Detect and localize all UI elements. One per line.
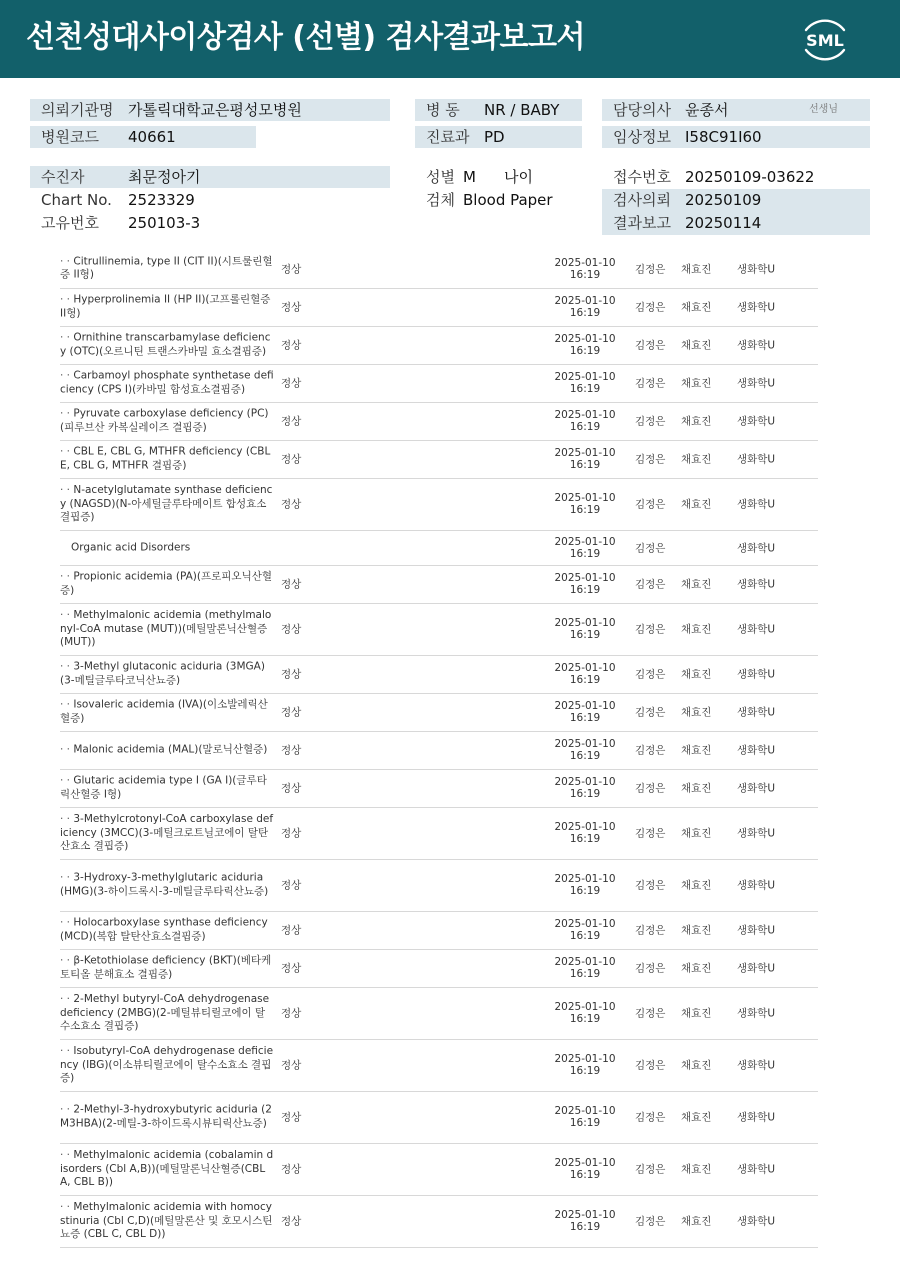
result-value: 정상 [281, 1059, 302, 1072]
table-row [60, 731, 818, 770]
institution-field [30, 99, 390, 121]
test-name-text: 2-Methyl-3-hydroxybutyric aciduria (2M3HBA)(2-메틸-3-하이드록시뷰티릭산뇨증) [60, 1103, 272, 1129]
lab-department: 생화학U [737, 415, 776, 428]
table-row [60, 1195, 818, 1248]
result-date: 2025-01-10 [554, 256, 616, 269]
result-datetime [540, 873, 630, 897]
result-value: 정상 [281, 962, 302, 975]
result-value: 정상 [281, 377, 302, 390]
indent-marker: · · [60, 871, 74, 884]
indent-marker: · · [60, 660, 74, 673]
indent-marker: · · [60, 1103, 74, 1116]
result-value: 정상 [281, 263, 302, 275]
result-value: 정상 [281, 827, 302, 840]
test-name [60, 609, 274, 650]
result-value: 정상 [281, 1163, 302, 1176]
table-row [60, 530, 818, 566]
lab-department: 생화학U [737, 1007, 776, 1020]
result-value: 정상 [281, 706, 302, 719]
report-title: 선천성대사이상검사 (선별) 검사결과보고서 [26, 20, 585, 55]
indent-marker: · · [60, 954, 74, 967]
reviewer-name: 채효진 [681, 1007, 712, 1020]
reviewer-name: 채효진 [681, 1215, 712, 1228]
table-row [60, 807, 818, 860]
test-name-text: 2-Methyl butyryl-CoA dehydrogenase deficiency (2MBG)(2-메틸뷰티릴코에이 탈수소효소 결핍증) [60, 992, 270, 1032]
doctor-label: 담당의사 [613, 101, 671, 119]
result-time: 16:19 [569, 547, 601, 560]
reviewer-name: 채효진 [681, 744, 712, 757]
table-row [60, 440, 818, 479]
indent-marker: · · [60, 483, 74, 496]
tester-name: 김정은 [635, 827, 666, 840]
result-datetime [540, 1157, 630, 1181]
lab-department: 생화학U [737, 668, 776, 681]
result-date: 2025-01-10 [554, 409, 616, 421]
result-time: 16:19 [569, 504, 601, 516]
table-row [60, 603, 818, 656]
sex-value: M [463, 168, 476, 186]
result-value: 정상 [281, 578, 302, 591]
test-name-text: 3-Methylcrotonyl-CoA carboxylase deficiency (3MCC)(3-메틸크로트닐코에이 탈탄산효소 결핍증) [60, 812, 274, 852]
test-name-text: Pyruvate carboxylase deficiency (PC)(피루브산 카복실레이즈 결핍증) [60, 407, 269, 433]
result-date: 2025-01-10 [554, 738, 616, 750]
clinical-info-value: I58C91I60 [685, 128, 762, 146]
table-row [60, 1039, 818, 1092]
result-time: 16:19 [569, 383, 601, 395]
test-name [60, 255, 274, 282]
result-date: 2025-01-10 [554, 295, 616, 307]
result-date: 2025-01-10 [554, 1053, 616, 1065]
result-value: 정상 [281, 782, 302, 795]
specimen-label: 검체 [426, 191, 455, 209]
result-date: 2025-01-10 [554, 371, 616, 383]
table-row [60, 1091, 818, 1144]
result-datetime [540, 409, 630, 433]
table-row [60, 911, 818, 950]
result-datetime [540, 492, 630, 516]
sex-age-field [415, 166, 585, 188]
lab-department: 생화학U [737, 339, 776, 352]
lab-department: 생화학U [737, 301, 776, 314]
lab-department: 생화학U [737, 1059, 776, 1072]
indent-marker: · · [60, 698, 74, 711]
table-row [60, 859, 818, 912]
reviewer-name: 채효진 [681, 706, 712, 719]
test-name [60, 294, 274, 321]
tester-name: 김정은 [635, 301, 666, 314]
age-label: 나이 [504, 168, 533, 186]
test-name [60, 1201, 274, 1242]
table-row [60, 478, 818, 531]
result-date: 2025-01-10 [554, 1001, 616, 1013]
result-value: 정상 [281, 668, 302, 681]
result-date: 2025-01-10 [554, 572, 616, 584]
result-time: 16:19 [569, 459, 601, 471]
lab-department: 생화학U [737, 623, 776, 636]
reviewer-name: 채효진 [681, 668, 712, 681]
lab-department: 생화학U [737, 1215, 776, 1228]
test-name-text: Carbamoyl phosphate synthetase deficiency (CPS I)(카바밀 합성효소결핍증) [60, 369, 274, 395]
result-value: 정상 [281, 301, 302, 314]
lab-department: 생화학U [737, 924, 776, 937]
receipt-no-field [602, 166, 870, 188]
result-time: 16:19 [569, 345, 601, 357]
result-time: 16:19 [569, 1169, 601, 1181]
result-datetime [540, 738, 630, 762]
clinical-info-label: 임상정보 [613, 128, 671, 146]
table-row [60, 565, 818, 604]
indent-marker: · · [60, 1044, 74, 1057]
test-name-text: Isobutyryl-CoA dehydrogenase deficiency (IBG)(이소뷰티릴코에이 탈수소효소 결핍증) [60, 1044, 274, 1084]
result-date: 2025-01-10 [554, 918, 616, 930]
lab-department: 생화학U [737, 782, 776, 795]
result-value: 정상 [281, 415, 302, 428]
tester-name: 김정은 [635, 668, 666, 681]
result-date: 2025-01-10 [554, 333, 616, 345]
table-row [60, 693, 818, 732]
tester-name: 김정은 [635, 924, 666, 937]
chart-no-field [30, 189, 390, 211]
result-date: 2025-01-10 [554, 1157, 616, 1169]
request-date-field [602, 189, 870, 211]
indent-marker: · · [60, 774, 74, 787]
test-name [60, 1045, 274, 1086]
tester-name: 김정은 [635, 962, 666, 975]
tester-name: 김정은 [635, 623, 666, 636]
result-time: 16:19 [569, 629, 601, 641]
result-time: 16:19 [569, 833, 601, 845]
result-datetime [540, 572, 630, 596]
hospital-code-value: 40661 [128, 128, 176, 146]
indent-marker: · · [60, 369, 74, 382]
sex-label: 성별 [426, 168, 455, 186]
test-name-text: Propionic acidemia (PA)(프로피오닉산혈증) [60, 570, 273, 596]
test-name-text: Ornithine transcarbamylase deficiency (OTC)(오르니틴 트랜스카바밀 효소결핍증) [60, 331, 271, 357]
result-value: 정상 [281, 879, 302, 892]
reviewer-name: 채효진 [681, 879, 712, 892]
result-date: 2025-01-10 [554, 873, 616, 885]
indent-marker: · · [60, 570, 74, 583]
tester-name: 김정은 [635, 415, 666, 428]
result-datetime [540, 821, 630, 845]
result-value: 정상 [281, 453, 302, 466]
ward-value: NR / BABY [484, 101, 560, 119]
test-name [60, 743, 274, 757]
receipt-no-value: 20250109-03622 [685, 168, 815, 186]
result-date: 2025-01-10 [554, 617, 616, 629]
lab-department: 생화학U [737, 879, 776, 892]
indent-marker: · · [60, 992, 74, 1005]
result-datetime [540, 956, 630, 980]
test-name-text: Methylmalonic acidemia with homocystinuria (Cbl C,D)(메틸말론산 및 호모시스틴뇨증 (CBL C, CBL D)) [60, 1200, 273, 1240]
reviewer-name: 채효진 [681, 578, 712, 591]
tester-name: 김정은 [635, 1059, 666, 1072]
tester-name: 김정은 [635, 339, 666, 352]
test-name [60, 813, 274, 854]
test-name [60, 1149, 274, 1190]
result-datetime [540, 371, 630, 395]
test-name [60, 571, 274, 598]
indent-marker: · · [60, 812, 74, 825]
test-name-text: Organic acid Disorders [71, 540, 191, 553]
tester-name: 김정은 [635, 744, 666, 757]
test-name [60, 370, 274, 397]
test-name-text: Citrullinemia, type II (CIT II)(시트룰린혈증 II형) [60, 255, 273, 281]
result-time: 16:19 [569, 584, 601, 596]
test-name-text: 3-Hydroxy-3-methylglutaric aciduria (HMG)(3-하이드록시-3-메틸글루타릭산뇨증) [60, 871, 269, 897]
reviewer-name: 채효진 [681, 924, 712, 937]
lab-department: 생화학U [737, 706, 776, 719]
department-field [415, 126, 582, 148]
result-date: 2025-01-10 [554, 1209, 616, 1221]
result-time: 16:19 [569, 1013, 601, 1025]
result-date: 2025-01-10 [554, 447, 616, 459]
test-name-text: N-acetylglutamate synthase deficiency (NAGSD)(N-아세틸글루타메이트 합성효소 결핍증) [60, 483, 273, 523]
result-datetime [540, 257, 630, 281]
result-time: 16:19 [569, 930, 601, 942]
test-name-text: Methylmalonic acidemia (cobalamin disorders (Cbl A,B))(메틸말론닉산혈증(CBL A, CBL B)) [60, 1148, 274, 1188]
reviewer-name: 채효진 [681, 623, 712, 636]
result-date: 2025-01-10 [554, 956, 616, 968]
reviewer-name: 채효진 [681, 782, 712, 795]
table-row [60, 949, 818, 988]
test-name [60, 484, 274, 525]
table-row [60, 249, 818, 289]
test-name-text: Methylmalonic acidemia (methylmalonyl-CoA mutase (MUT))(메틸말론닉산혈증 (MUT)) [60, 608, 272, 648]
hospital-code-label: 병원코드 [41, 128, 99, 146]
result-value: 정상 [281, 1215, 302, 1228]
indent-marker: · · [60, 608, 74, 621]
table-row [60, 1143, 818, 1196]
test-name-text: Isovaleric acidemia (IVA)(이소발레릭산혈증) [60, 698, 268, 724]
tester-name: 김정은 [635, 453, 666, 466]
test-name [60, 446, 274, 473]
reviewer-name: 채효진 [681, 263, 712, 275]
test-name-text: Malonic acidemia (MAL)(말로닉산혈증) [73, 743, 268, 756]
result-date: 2025-01-10 [554, 535, 616, 548]
test-name [60, 993, 274, 1034]
lab-department: 생화학U [737, 542, 776, 554]
reviewer-name: 채효진 [681, 339, 712, 352]
test-name-text: 3-Methyl glutaconic aciduria (3MGA)(3-메틸글루타코닉산뇨증) [60, 660, 265, 686]
test-name [60, 661, 274, 688]
reviewer-name: 채효진 [681, 377, 712, 390]
tester-name: 김정은 [635, 578, 666, 591]
result-date: 2025-01-10 [554, 700, 616, 712]
test-name [60, 775, 274, 802]
lab-department: 생화학U [737, 827, 776, 840]
institution-label: 의뢰기관명 [41, 101, 114, 119]
tester-name: 김정은 [635, 782, 666, 795]
test-name [60, 917, 274, 944]
result-datetime [540, 662, 630, 686]
lab-department: 생화학U [737, 578, 776, 591]
result-value: 정상 [281, 623, 302, 636]
patient-label: 수진자 [41, 168, 85, 186]
patient-value: 최문정아기 [128, 168, 201, 186]
result-datetime [540, 1209, 630, 1233]
title-banner [0, 0, 900, 78]
test-name-text: Hyperprolinemia II (HP II)(고프롤린혈증 II형) [60, 293, 271, 319]
result-time: 16:19 [569, 674, 601, 686]
indent-marker: · · [60, 916, 74, 929]
result-datetime [540, 447, 630, 471]
result-date: 2025-01-10 [554, 1105, 616, 1117]
tester-name: 김정은 [635, 1111, 666, 1124]
chart-no-label: Chart No. [41, 191, 112, 209]
request-date-value: 20250109 [685, 191, 762, 209]
clinical-info-field [602, 126, 870, 148]
department-label: 진료과 [426, 128, 470, 146]
result-time: 16:19 [569, 421, 601, 433]
receipt-no-label: 접수번호 [613, 168, 671, 186]
institution-value: 가톨릭대학교은평성모병원 [128, 101, 302, 119]
test-name-text: CBL E, CBL G, MTHFR deficiency (CBL E, CBL G, MTHFR 결핍증) [60, 445, 271, 471]
ward-field [415, 99, 582, 121]
doctor-suffix: 선생님 [809, 104, 838, 115]
tester-name: 김정은 [635, 542, 666, 554]
tester-name: 김정은 [635, 263, 666, 275]
result-time: 16:19 [569, 1117, 601, 1129]
indent-marker: · · [60, 255, 74, 267]
ward-label: 병 동 [426, 101, 460, 119]
tester-name: 김정은 [635, 1163, 666, 1176]
table-row [60, 655, 818, 694]
table-row [60, 987, 818, 1040]
test-name [60, 699, 274, 726]
indent-marker: · · [60, 1200, 74, 1213]
tester-name: 김정은 [635, 879, 666, 892]
result-time: 16:19 [569, 1065, 601, 1077]
table-row [60, 288, 818, 327]
test-name [60, 955, 274, 982]
tester-name: 김정은 [635, 1007, 666, 1020]
table-row [60, 364, 818, 403]
request-date-label: 검사의뢰 [613, 191, 671, 209]
indent-marker: · · [60, 743, 74, 756]
report-date-field [602, 212, 870, 234]
lab-department: 생화학U [737, 498, 776, 511]
table-row [60, 326, 818, 365]
result-datetime [540, 1053, 630, 1077]
lab-department: 생화학U [737, 1111, 776, 1124]
reviewer-name: 채효진 [681, 415, 712, 428]
test-name [60, 332, 274, 359]
specimen-field [415, 189, 585, 211]
result-datetime [540, 333, 630, 357]
patient-field [30, 166, 390, 188]
reviewer-name: 채효진 [681, 827, 712, 840]
result-datetime [540, 295, 630, 319]
result-time: 16:19 [569, 1221, 601, 1233]
lab-department: 생화학U [737, 263, 776, 275]
test-name-text: Holocarboxylase synthase deficiency (MCD)(복합 탈탄산효소결핍증) [60, 916, 268, 942]
lab-department: 생화학U [737, 377, 776, 390]
result-value: 정상 [281, 1007, 302, 1020]
indent-marker: · · [60, 293, 74, 306]
reviewer-name: 채효진 [681, 1163, 712, 1176]
result-value: 정상 [281, 498, 302, 511]
lab-department: 생화학U [737, 744, 776, 757]
test-name [60, 872, 274, 899]
reviewer-name: 채효진 [681, 1059, 712, 1072]
result-datetime [540, 1001, 630, 1025]
result-time: 16:19 [569, 712, 601, 724]
tester-name: 김정은 [635, 706, 666, 719]
result-datetime [540, 617, 630, 641]
reviewer-name: 채효진 [681, 498, 712, 511]
result-date: 2025-01-10 [554, 821, 616, 833]
logo-text: SML [806, 31, 844, 50]
result-time: 16:19 [569, 885, 601, 897]
report-date-label: 결과보고 [613, 214, 671, 232]
unique-no-label: 고유번호 [41, 214, 99, 232]
result-value: 정상 [281, 744, 302, 757]
department-value: PD [484, 128, 505, 146]
indent-marker: · · [60, 331, 74, 344]
result-date: 2025-01-10 [554, 776, 616, 788]
reviewer-name: 채효진 [681, 1111, 712, 1124]
result-datetime [540, 536, 630, 560]
result-datetime [540, 1105, 630, 1129]
table-row [60, 402, 818, 441]
table-row [60, 769, 818, 808]
lab-department: 생화학U [737, 1163, 776, 1176]
indent-marker: · · [60, 445, 74, 458]
doctor-field [602, 99, 870, 121]
reviewer-name: 채효진 [681, 301, 712, 314]
test-name [60, 1104, 274, 1131]
result-time: 16:19 [569, 268, 601, 281]
test-name-text: Glutaric acidemia type I (GA I)(글루타릭산혈증 I형) [60, 774, 267, 800]
result-date: 2025-01-10 [554, 492, 616, 504]
result-date: 2025-01-10 [554, 662, 616, 674]
indent-marker: · · [60, 407, 74, 420]
result-value: 정상 [281, 924, 302, 937]
lab-department: 생화학U [737, 962, 776, 975]
result-datetime [540, 776, 630, 800]
tester-name: 김정은 [635, 498, 666, 511]
test-name [60, 541, 285, 555]
unique-no-field [30, 212, 390, 234]
test-name-text: β-Ketothiolase deficiency (BKT)(베타케토티올 분해효소 결핍증) [60, 954, 272, 980]
tester-name: 김정은 [635, 377, 666, 390]
result-time: 16:19 [569, 968, 601, 980]
hospital-code-field [30, 126, 256, 148]
test-name [60, 408, 274, 435]
result-time: 16:19 [569, 750, 601, 762]
result-time: 16:19 [569, 307, 601, 319]
sml-logo [798, 12, 852, 66]
result-value: 정상 [281, 1111, 302, 1124]
chart-no-value: 2523329 [128, 191, 195, 209]
report-date-value: 20250114 [685, 214, 762, 232]
specimen-value: Blood Paper [463, 191, 553, 209]
reviewer-name: 채효진 [681, 962, 712, 975]
lab-department: 생화학U [737, 453, 776, 466]
result-datetime [540, 700, 630, 724]
reviewer-name: 채효진 [681, 453, 712, 466]
indent-marker: · · [60, 1148, 74, 1161]
result-time: 16:19 [569, 788, 601, 800]
doctor-value: 윤종서 [685, 101, 729, 119]
result-value: 정상 [281, 339, 302, 352]
result-datetime [540, 918, 630, 942]
tester-name: 김정은 [635, 1215, 666, 1228]
unique-no-value: 250103-3 [128, 214, 201, 232]
